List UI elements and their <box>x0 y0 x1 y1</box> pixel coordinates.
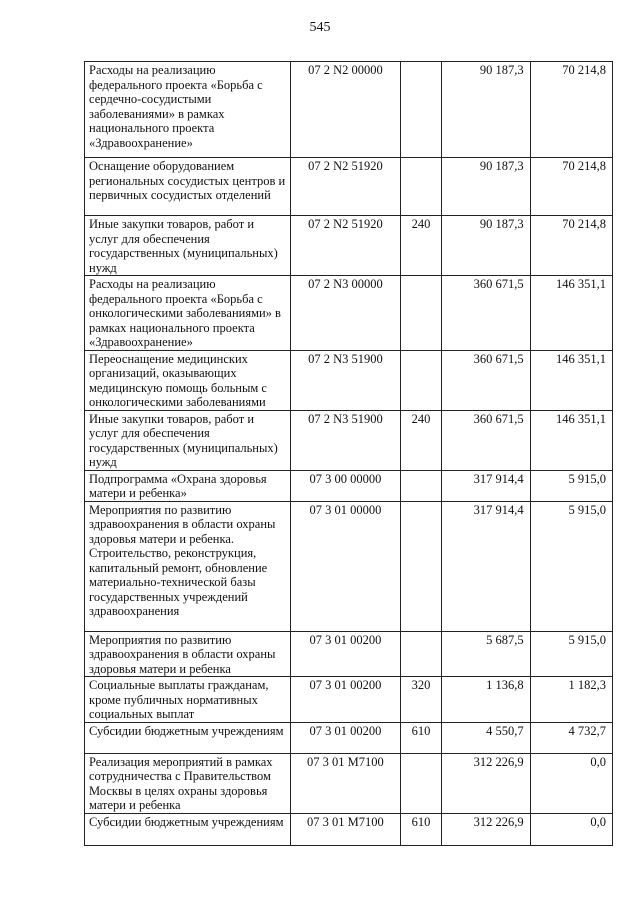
row-expense-type-cell <box>400 158 441 216</box>
table-row <box>85 677 613 723</box>
row-expense-type-cell <box>400 62 441 158</box>
table-row <box>85 501 613 631</box>
page-number: 545 <box>309 20 331 35</box>
row-amount-1-cell: 1 136,8 <box>442 677 531 723</box>
row-name-cell: Субсидии бюджетным учреждениям <box>85 722 291 753</box>
row-expense-type-cell: 240 <box>400 410 441 470</box>
row-name-cell: Переоснащение медицинских организаций, оказывающих медицинскую помощь больным с онкологическими заболеваниями <box>85 350 291 410</box>
row-amount-2-cell: 70 214,8 <box>530 216 612 276</box>
row-name-cell: Иные закупки товаров, работ и услуг для обеспечения государственных (муниципальных) нужд <box>85 216 291 276</box>
row-amount-1-cell: 360 671,5 <box>442 276 531 351</box>
row-code-cell: 07 3 00 00000 <box>290 470 400 501</box>
table-row <box>85 813 613 845</box>
row-name-cell: Оснащение оборудованием региональных сосудистых центров и первичных сосудистых отделений <box>85 158 291 216</box>
row-amount-1-cell: 360 671,5 <box>442 350 531 410</box>
row-name-cell: Мероприятия по развитию здравоохранения в области охраны здоровья матери и ребенка <box>85 631 291 677</box>
row-amount-2-cell: 1 182,3 <box>530 677 612 723</box>
row-code-cell: 07 2 N2 51920 <box>290 216 400 276</box>
row-amount-1-cell: 4 550,7 <box>442 722 531 753</box>
table-body <box>85 62 613 846</box>
row-amount-2-cell: 5 915,0 <box>530 501 612 631</box>
row-amount-1-cell: 312 226,9 <box>442 753 531 813</box>
row-amount-2-cell: 70 214,8 <box>530 62 612 158</box>
row-amount-2-cell: 5 915,0 <box>530 470 612 501</box>
row-amount-1-cell: 317 914,4 <box>442 470 531 501</box>
table-row <box>85 350 613 410</box>
row-name-cell: Субсидии бюджетным учреждениям <box>85 813 291 845</box>
table-row <box>85 753 613 813</box>
row-amount-1-cell: 317 914,4 <box>442 501 531 631</box>
row-amount-1-cell: 360 671,5 <box>442 410 531 470</box>
row-expense-type-cell <box>400 350 441 410</box>
row-expense-type-cell <box>400 501 441 631</box>
row-name-cell: Иные закупки товаров, работ и услуг для обеспечения государственных (муниципальных) нужд <box>85 410 291 470</box>
row-code-cell: 07 2 N3 51900 <box>290 350 400 410</box>
row-amount-1-cell: 5 687,5 <box>442 631 531 677</box>
row-name-cell: Расходы на реализацию федерального проекта «Борьба с сердечно-сосудистыми заболеваниями» в рамках национального проекта «Здравоохранение» <box>85 62 291 158</box>
budget-table <box>84 61 613 846</box>
row-amount-2-cell: 4 732,7 <box>530 722 612 753</box>
row-amount-2-cell: 5 915,0 <box>530 631 612 677</box>
row-name-cell: Реализация мероприятий в рамках сотрудничества с Правительством Москвы в целях охраны здоровья матери и ребенка <box>85 753 291 813</box>
table-row <box>85 62 613 158</box>
row-amount-2-cell: 146 351,1 <box>530 276 612 351</box>
row-amount-2-cell: 146 351,1 <box>530 410 612 470</box>
row-amount-1-cell: 312 226,9 <box>442 813 531 845</box>
row-code-cell: 07 3 01 M7100 <box>290 753 400 813</box>
row-name-cell: Расходы на реализацию федерального проекта «Борьба с онкологическими заболеваниями» в рамках национального проекта «Здравоохранение» <box>85 276 291 351</box>
row-code-cell: 07 2 N3 51900 <box>290 410 400 470</box>
table-row <box>85 631 613 677</box>
row-expense-type-cell <box>400 753 441 813</box>
row-expense-type-cell <box>400 470 441 501</box>
row-amount-2-cell: 146 351,1 <box>530 350 612 410</box>
row-amount-1-cell: 90 187,3 <box>442 216 531 276</box>
row-code-cell: 07 3 01 M7100 <box>290 813 400 845</box>
table-row <box>85 410 613 470</box>
row-expense-type-cell: 240 <box>400 216 441 276</box>
row-name-cell: Социальные выплаты гражданам, кроме публичных нормативных социальных выплат <box>85 677 291 723</box>
row-code-cell: 07 3 01 00200 <box>290 722 400 753</box>
row-name-cell: Мероприятия по развитию здравоохранения в области охраны здоровья матери и ребенка. Строительство, реконструкция, капитальный ремонт, обновление материально-технической базы государственных учреждений здравоохранения <box>85 501 291 631</box>
row-name-cell: Подпрограмма «Охрана здоровья матери и ребенка» <box>85 470 291 501</box>
row-amount-2-cell: 0,0 <box>530 813 612 845</box>
table-row <box>85 216 613 276</box>
row-code-cell: 07 3 01 00200 <box>290 631 400 677</box>
row-expense-type-cell: 610 <box>400 722 441 753</box>
row-expense-type-cell <box>400 276 441 351</box>
table-row <box>85 158 613 216</box>
row-expense-type-cell: 610 <box>400 813 441 845</box>
row-amount-1-cell: 90 187,3 <box>442 158 531 216</box>
table-row <box>85 470 613 501</box>
row-code-cell: 07 2 N3 00000 <box>290 276 400 351</box>
row-expense-type-cell <box>400 631 441 677</box>
row-amount-1-cell: 90 187,3 <box>442 62 531 158</box>
row-expense-type-cell: 320 <box>400 677 441 723</box>
row-code-cell: 07 3 01 00200 <box>290 677 400 723</box>
table-row <box>85 722 613 753</box>
table-row <box>85 276 613 351</box>
row-code-cell: 07 3 01 00000 <box>290 501 400 631</box>
row-code-cell: 07 2 N2 51920 <box>290 158 400 216</box>
row-code-cell: 07 2 N2 00000 <box>290 62 400 158</box>
row-amount-2-cell: 70 214,8 <box>530 158 612 216</box>
row-amount-2-cell: 0,0 <box>530 753 612 813</box>
